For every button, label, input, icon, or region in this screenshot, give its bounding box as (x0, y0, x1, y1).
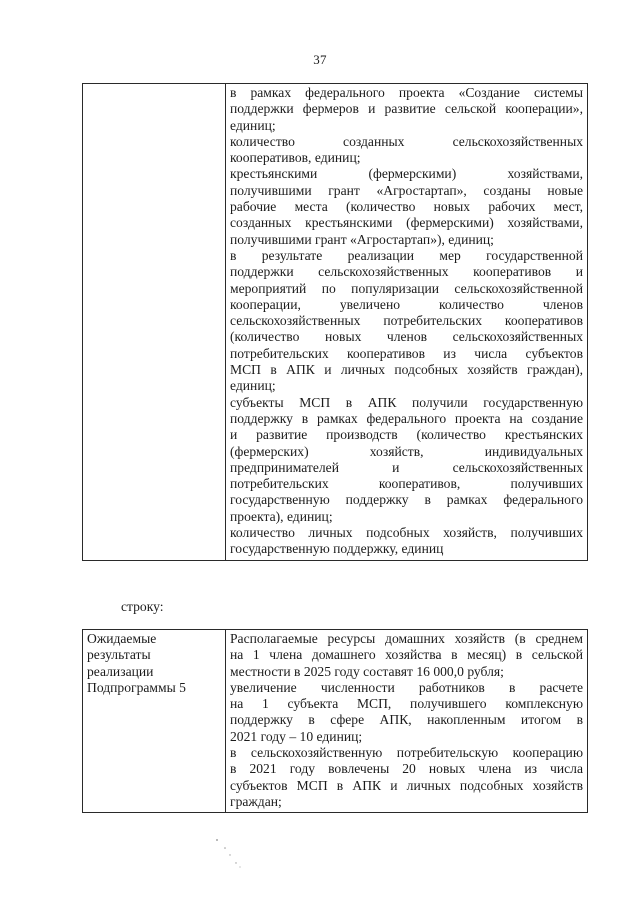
expected-results-cell (226, 630, 588, 813)
replacement-table (82, 629, 588, 813)
page-number: 37 (313, 52, 327, 67)
text-line: единиц; (230, 378, 276, 394)
text-line: количество личных подсобных хозяйств, получивших (230, 525, 583, 541)
expected-results-label-cell (83, 630, 226, 813)
text-line: мероприятий по популяризации сельскохозяйственной (230, 280, 583, 296)
table-row (83, 630, 588, 813)
text-line: в рамках федерального проекта «Создание системы (230, 85, 583, 100)
text-line: на 1 субъекта МСП, получившего комплексную (230, 696, 583, 712)
text-line: сельскохозяйственных потребительских кооперативов (230, 313, 583, 329)
text-line: граждан; (230, 793, 282, 809)
text-line: поддержку в сфере АПК, накопленным итогом в (230, 712, 583, 728)
text-line: (количество новых членов сельскохозяйственных (230, 329, 583, 345)
text-line: созданных крестьянскими (фермерскими) хозяйствами, (230, 215, 583, 231)
text-line: проекта), единиц; (230, 508, 333, 524)
text-line: рабочие места (количество новых рабочих мест, (230, 199, 583, 215)
label-line: Ожидаемые (87, 631, 157, 646)
text-line: кооперативов, единиц; (230, 150, 361, 166)
scan-specks (214, 836, 244, 870)
text-line: МСП в АПК и личных подсобных хозяйств граждан), (230, 362, 583, 378)
text-line: в результате реализации мер государственной (230, 247, 583, 263)
text-line: (фермерских) хозяйств, индивидуальных (230, 443, 583, 459)
text-line: получившими грант «Агростартап»), единиц; (230, 231, 494, 247)
text-line: местности в 2025 году составят 16 000,0 рубля; (230, 663, 504, 679)
text-line: получившими грант «Агростартап», созданы новые (230, 182, 583, 198)
indicators-cell (226, 84, 588, 561)
text-line: кооперации, увеличено количество членов (230, 296, 583, 312)
text-line: поддержки сельскохозяйственных кооперативов и (230, 264, 583, 280)
text-line: на 1 члена домашнего хозяйства в месяц) в сельской (230, 647, 583, 663)
text-line: поддержки фермеров и развитие сельской кооперации», (230, 101, 583, 117)
text-line: в 2021 году вовлечены 20 новых члена из числа (230, 761, 583, 777)
text-line: количество созданных сельскохозяйственных (230, 133, 583, 149)
text-line: крестьянскими (фермерскими) хозяйствами, (230, 166, 583, 182)
text-line: субъектов МСП в АПК и личных подсобных хозяйств (230, 777, 583, 793)
text-line: в сельскохозяйственную потребительскую кооперацию (230, 745, 583, 761)
text-line: потребительских кооперативов, получивших (230, 476, 583, 492)
empty-label-cell (83, 84, 226, 561)
label-line: реализации (87, 663, 154, 679)
replacement-caption: строку: (121, 599, 164, 614)
label-line: Подпрограммы 5 (87, 680, 186, 696)
text-line: поддержку в рамках федерального проекта на создание (230, 410, 583, 426)
table-row (83, 84, 588, 561)
text-line: государственную поддержку в рамках федерального (230, 492, 583, 508)
text-line: потребительских кооперативов из числа субъектов (230, 345, 583, 361)
text-line: 2021 году – 10 единиц; (230, 728, 363, 744)
text-line: единиц; (230, 117, 276, 133)
continued-table (82, 83, 588, 561)
text-line: увеличение численности работников в расчете (230, 679, 583, 695)
text-line: субъекты МСП в АПК получили государственную (230, 394, 583, 410)
text-line: Располагаемые ресурсы домашних хозяйств (в среднем (230, 631, 583, 646)
text-line: государственную поддержку, единиц (230, 541, 444, 557)
text-line: и развитие производств (количество крестьянских (230, 427, 583, 443)
label-line: результаты (87, 647, 151, 663)
text-line: предпринимателей и сельскохозяйственных (230, 459, 583, 475)
